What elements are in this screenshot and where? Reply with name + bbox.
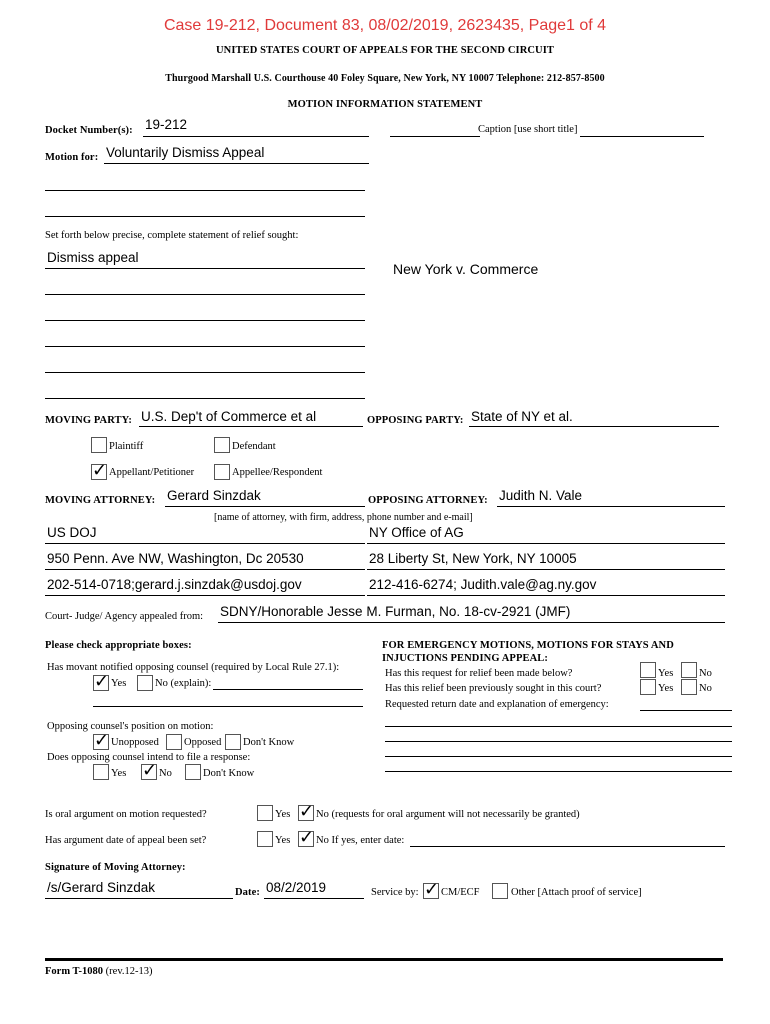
date-label: Date: (235, 887, 260, 898)
emergency-q2-no-label: No (699, 683, 712, 694)
respond-question: Does opposing counsel intend to file a response: (47, 752, 251, 763)
signature-field[interactable]: /s/Gerard Sinzdak (47, 880, 156, 895)
moving-attorney-contact[interactable]: 202-514-0718;gerard.j.sinzdak@usdoj.gov (47, 577, 302, 592)
appellant-label: Appellant/Petitioner (109, 467, 195, 478)
argument-date-question: Has argument date of appeal been set? (45, 835, 207, 846)
emergency-q1: Has this request for relief been made below? (385, 668, 573, 679)
emergency-q1-yes-label: Yes (658, 668, 674, 679)
caption-field[interactable]: New York v. Commerce (393, 261, 539, 277)
respond-dont-know-checkbox[interactable] (185, 764, 201, 780)
respond-dont-know-label: Don't Know (203, 768, 255, 779)
cmecf-label: CM/ECF (441, 887, 480, 898)
form-title: MOTION INFORMATION STATEMENT (287, 99, 483, 110)
position-dont-know-label: Don't Know (243, 737, 295, 748)
notified-no-label: No (explain): (155, 678, 212, 689)
check-boxes-title: Please check appropriate boxes: (45, 640, 192, 651)
emergency-q2-no-checkbox[interactable] (681, 679, 697, 695)
docket-label: Docket Number(s): (45, 125, 133, 136)
unopposed-checkmark: ✓ (94, 730, 110, 751)
opposing-attorney-name[interactable]: Judith N. Vale (499, 488, 583, 503)
emergency-q3: Requested return date and explanation of emergency: (385, 699, 609, 710)
opposing-attorney-contact[interactable]: 212-416-6274; Judith.vale@ag.ny.gov (369, 577, 597, 592)
moving-attorney-address[interactable]: 950 Penn. Ave NW, Washington, Dc 20530 (47, 551, 304, 566)
opposing-party-label: OPPOSING PARTY: (367, 415, 464, 426)
appellee-label: Appellee/Respondent (232, 467, 323, 478)
attorney-note: [name of attorney, with firm, address, phone number and e-mail] (214, 512, 473, 523)
notified-no-checkbox[interactable] (137, 675, 153, 691)
motion-for-label: Motion for: (45, 152, 99, 163)
defendant-label: Defendant (232, 441, 276, 452)
moving-attorney-firm[interactable]: US DOJ (47, 525, 97, 540)
argdate-yes-label: Yes (275, 835, 291, 846)
notified-question: Has movant notified opposing counsel (required by Local Rule 27.1): (47, 662, 340, 673)
court-appealed-field[interactable]: SDNY/Honorable Jesse M. Furman, No. 18-cv-2921 (JMF) (220, 604, 571, 619)
docket-field[interactable]: 19-212 (145, 117, 188, 132)
oral-yes-checkbox[interactable] (257, 805, 273, 821)
respond-yes-checkbox[interactable] (93, 764, 109, 780)
court-address: Thurgood Marshall U.S. Courthouse 40 Foley Square, New York, NY 10007 Telephone: 212-857-8500 (165, 73, 605, 84)
emergency-q1-no-checkbox[interactable] (681, 662, 697, 678)
court-name: UNITED STATES COURT OF APPEALS FOR THE SECOND CIRCUIT (215, 45, 555, 56)
moving-attorney-name[interactable]: Gerard Sinzdak (167, 488, 261, 503)
emergency-q2-yes-label: Yes (658, 683, 674, 694)
opposing-attorney-address[interactable]: 28 Liberty St, New York, NY 10005 (369, 551, 577, 566)
motion-for-field[interactable]: Voluntarily Dismiss Appeal (106, 145, 265, 160)
moving-party-label: MOVING PARTY: (45, 415, 132, 426)
position-dont-know-checkbox[interactable] (225, 734, 241, 750)
relief-field[interactable]: Dismiss appeal (47, 250, 139, 265)
emergency-q1-no-label: No (699, 668, 712, 679)
footer-rule (45, 958, 723, 961)
oral-no-checkmark: ✓ (299, 801, 315, 822)
court-appealed-label: Court- Judge/ Agency appealed from: (45, 611, 204, 622)
argdate-no-checkmark: ✓ (299, 827, 315, 848)
caption-label: Caption [use short title] (478, 124, 578, 135)
signature-label: Signature of Moving Attorney: (45, 862, 186, 873)
argdate-yes-checkbox[interactable] (257, 831, 273, 847)
appellee-checkbox[interactable] (214, 464, 230, 480)
appellant-checkmark: ✓ (92, 460, 108, 481)
respond-no-label: No (159, 768, 172, 779)
defendant-checkbox[interactable] (214, 437, 230, 453)
emergency-q2-yes-checkbox[interactable] (640, 679, 656, 695)
unopposed-label: Unopposed (111, 737, 159, 748)
other-service-checkbox[interactable] (492, 883, 508, 899)
opposed-label: Opposed (184, 737, 222, 748)
form-revision: (rev.12-13) (105, 966, 153, 977)
respond-yes-label: Yes (111, 768, 127, 779)
opposing-attorney-label: OPPOSING ATTORNEY: (368, 495, 488, 506)
emergency-q1-yes-checkbox[interactable] (640, 662, 656, 678)
moving-party-field[interactable]: U.S. Dep't of Commerce et al (141, 409, 317, 424)
cmecf-checkmark: ✓ (424, 879, 440, 900)
plaintiff-checkbox[interactable] (91, 437, 107, 453)
respond-no-checkmark: ✓ (142, 760, 158, 781)
opposing-attorney-firm[interactable]: NY Office of AG (369, 525, 464, 540)
date-field[interactable]: 08/2/2019 (266, 880, 327, 895)
argdate-no-label: No If yes, enter date: (316, 835, 405, 846)
filing-stamp: Case 19-212, Document 83, 08/02/2019, 2623435, Page1 of 4 (163, 17, 607, 34)
opposing-party-field[interactable]: State of NY et al. (471, 409, 573, 424)
moving-attorney-label: MOVING ATTORNEY: (45, 495, 156, 506)
oral-argument-question: Is oral argument on motion requested? (45, 809, 207, 820)
footer (45, 966, 153, 977)
notified-yes-checkmark: ✓ (94, 671, 110, 692)
opposed-checkbox[interactable] (166, 734, 182, 750)
form-number: Form T-1080 (45, 966, 104, 977)
notified-yes-label: Yes (111, 678, 127, 689)
oral-no-label: No (requests for oral argument will not necessarily be granted) (316, 809, 580, 820)
service-label: Service by: (371, 887, 419, 898)
emergency-q2: Has this relief been previously sought in this court? (385, 683, 602, 694)
other-service-label: Other [Attach proof of service] (511, 887, 642, 898)
emergency-title: FOR EMERGENCY MOTIONS, MOTIONS FOR STAYS AND INJUCTIONS PENDING APPEAL: (382, 640, 674, 664)
position-question: Opposing counsel's position on motion: (47, 721, 214, 732)
plaintiff-label: Plaintiff (109, 441, 144, 452)
oral-yes-label: Yes (275, 809, 291, 820)
relief-label: Set forth below precise, complete statement of relief sought: (45, 230, 299, 241)
